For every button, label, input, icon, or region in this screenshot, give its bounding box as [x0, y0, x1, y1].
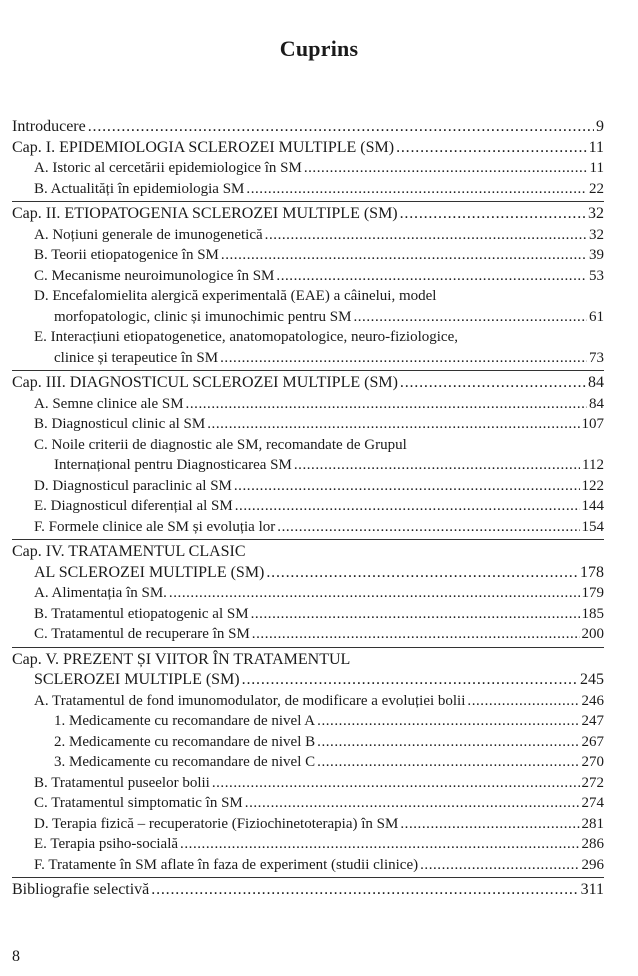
page-title: Cuprins [279, 36, 359, 61]
toc-entry[interactable] [12, 855, 604, 876]
toc-entry[interactable] [12, 517, 604, 538]
toc-page-number: 112 [582, 457, 604, 473]
toc-entry[interactable] [12, 496, 604, 517]
toc-entry[interactable] [12, 604, 604, 625]
page-number: 8 [12, 948, 20, 965]
toc-entry[interactable] [12, 834, 604, 855]
toc-chapter-label: Cap. II. ETIOPATOGENIA SCLEROZEI MULTIPLE (SM) [12, 205, 398, 222]
leader-dots [252, 624, 580, 645]
toc-chapter-label: Cap. IV. TRATAMENTUL CLASIC [12, 543, 246, 560]
toc-entry-label: A. Noțiuni generale de imunogenetică [34, 226, 263, 243]
leader-dots [420, 855, 579, 876]
toc-page-number: 11 [589, 160, 604, 176]
toc-page-number: 178 [580, 563, 604, 581]
divider [12, 647, 604, 648]
divider [12, 201, 604, 202]
toc-entry-label: B. Actualități în epidemiologia SM [34, 180, 245, 197]
toc-page-number: 281 [581, 815, 604, 832]
toc-entry-continuation[interactable] [12, 307, 604, 328]
toc-chapter-label: Cap. V. PREZENT ȘI VIITOR ÎN TRATAMENTUL [12, 650, 351, 668]
toc-page-number: 154 [581, 518, 604, 535]
toc-page-number: 270 [581, 754, 604, 770]
toc-entry-label: A. Semne clinice ale SM [34, 395, 184, 412]
toc-chapter-continuation[interactable] [12, 563, 604, 584]
toc-page-number: 84 [589, 395, 604, 412]
toc-entry-label: E. Interacțiuni etiopatogenetice, anatomopatologice, neuro-fiziologice, [34, 329, 458, 345]
toc-entry-label: Bibliografie selectivă [12, 881, 150, 898]
toc-entry-bibliography[interactable] [12, 880, 604, 901]
leader-dots [169, 583, 580, 604]
leader-dots [294, 455, 580, 476]
toc-chapter-1[interactable] [12, 138, 604, 159]
toc-entry-label: C. Tratamentul simptomatic în SM [34, 795, 243, 811]
leader-dots [317, 732, 579, 753]
toc-entry-label: 1. Medicamente cu recomandare de nivel A [54, 713, 316, 729]
divider [12, 539, 604, 540]
leader-dots [245, 793, 580, 814]
toc-page-number: 39 [589, 247, 604, 263]
divider [12, 370, 604, 371]
toc-entry-label: E. Diagnosticul diferențial al SM [34, 498, 233, 514]
toc-entry-label: D. Terapia fizică – recuperatorie (Fiziochinetoterapia) în SM [34, 815, 399, 832]
leader-dots [353, 307, 587, 328]
divider [12, 877, 604, 878]
toc-chapter-continuation[interactable] [12, 670, 604, 691]
toc-entry[interactable] [12, 814, 604, 835]
toc-entry[interactable] [12, 286, 604, 307]
toc-chapter-label: Cap. III. DIAGNOSTICUL SCLEROZEI MULTIPLE (SM) [12, 374, 398, 391]
toc-page-number: 286 [581, 836, 604, 852]
toc-entry[interactable] [12, 773, 604, 794]
leader-dots [317, 752, 579, 773]
leader-dots [276, 266, 587, 287]
toc-entry-label: C. Mecanisme neuroimunologice în SM [34, 267, 275, 284]
toc-entry[interactable] [12, 158, 604, 179]
toc-subentry[interactable] [12, 752, 604, 773]
toc-entry-label: D. Encefalomielita alergică experimentală (EAE) a câinelui, model [34, 288, 437, 304]
toc-entry[interactable] [12, 583, 604, 604]
toc-subentry[interactable] [12, 732, 604, 753]
toc-entry-label: clinice și terapeutice în SM [54, 349, 219, 366]
toc-entry[interactable] [12, 476, 604, 497]
toc-entry[interactable] [12, 327, 604, 348]
toc-page-number: 73 [589, 349, 604, 366]
leader-dots [221, 245, 587, 266]
leader-dots [251, 604, 580, 625]
leader-dots [235, 496, 580, 517]
toc-entry[interactable] [12, 691, 604, 712]
toc-entry[interactable] [12, 266, 604, 287]
leader-dots [207, 414, 579, 435]
leader-dots [265, 225, 587, 246]
toc-page-number: 9 [596, 118, 604, 135]
toc-entry-label: B. Teorii etiopatogenice în SM [34, 247, 219, 263]
toc-entry-label: F. Formele clinice ale SM și evoluția lor [34, 518, 276, 535]
leader-dots [151, 880, 578, 901]
toc-entry[interactable] [12, 624, 604, 645]
leader-dots [246, 179, 587, 200]
leader-dots [304, 158, 588, 179]
toc-chapter-4[interactable] [12, 542, 604, 563]
toc-page-number: 53 [589, 267, 604, 284]
toc-page-number: 122 [581, 477, 604, 494]
leader-dots [400, 814, 579, 835]
toc-entry[interactable] [12, 414, 604, 435]
toc-entry-label: Internațional pentru Diagnosticarea SM [54, 457, 292, 473]
toc-page-number: 311 [580, 881, 604, 898]
toc-entry-label: A. Alimentația în SM. [34, 585, 167, 601]
leader-dots [242, 670, 578, 691]
toc-entry-label: 2. Medicamente cu recomandare de nivel B [54, 733, 316, 750]
toc-entry[interactable] [12, 179, 604, 200]
toc-entry-label: E. Terapia psiho-socială [34, 836, 179, 852]
toc-chapter-2[interactable] [12, 204, 604, 225]
toc-chapter-label: SCLEROZEI MULTIPLE (SM) [34, 671, 240, 688]
leader-dots [234, 476, 580, 497]
table-of-contents [12, 117, 604, 901]
toc-page-number: 245 [580, 671, 604, 688]
toc-chapter-label: AL SCLEROZEI MULTIPLE (SM) [34, 563, 265, 581]
toc-entry-label: D. Diagnosticul paraclinic al SM [34, 477, 232, 494]
toc-page-number: 267 [581, 733, 604, 750]
toc-page-number: 144 [581, 498, 604, 514]
toc-page-number: 247 [581, 713, 604, 729]
toc-page-number: 274 [581, 795, 604, 811]
leader-dots [180, 834, 579, 855]
leader-dots [212, 773, 580, 794]
toc-entry[interactable] [12, 245, 604, 266]
toc-page-number: 32 [589, 226, 604, 243]
toc-page-number: 272 [581, 774, 604, 791]
toc-entry-continuation[interactable] [12, 455, 604, 476]
toc-page-number: 22 [589, 180, 604, 197]
toc-chapter-label: Cap. I. EPIDEMIOLOGIA SCLEROZEI MULTIPLE (SM) [12, 138, 395, 156]
toc-subentry[interactable] [12, 711, 604, 732]
toc-entry-label: A. Istoric al cercetării epidemiologice în SM [34, 160, 302, 176]
toc-entry-label: C. Tratamentul de recuperare în SM [34, 626, 250, 642]
toc-entry[interactable] [12, 394, 604, 415]
toc-entry-label: F. Tratamente în SM aflate în faza de experiment (studii clinice) [34, 856, 419, 873]
toc-entry-label: 3. Medicamente cu recomandare de nivel C [54, 754, 316, 770]
leader-dots [186, 394, 587, 415]
toc-entry-label: B. Diagnosticul clinic al SM [34, 416, 206, 432]
leader-dots [266, 563, 578, 584]
toc-entry[interactable] [12, 225, 604, 246]
leader-dots [400, 373, 586, 394]
toc-page-number: 107 [581, 416, 604, 432]
toc-page-number: 185 [581, 605, 604, 622]
toc-page-number: 200 [581, 626, 604, 642]
toc-entry-label: B. Tratamentul puseelor bolii [34, 774, 210, 791]
toc-entry-label: C. Noile criterii de diagnostic ale SM, recomandate de Grupul [34, 436, 407, 453]
leader-dots [396, 138, 587, 159]
toc-entry[interactable] [12, 435, 604, 456]
toc-page-number: 61 [589, 308, 604, 325]
toc-chapter-3[interactable] [12, 373, 604, 394]
leader-dots [88, 117, 594, 138]
toc-page-number: 32 [588, 205, 604, 222]
toc-entry-label: morfopatologic, clinic și imunochimic pentru SM [54, 308, 352, 325]
leader-dots [467, 691, 579, 712]
leader-dots [317, 711, 579, 732]
toc-entry-label: Introducere [12, 118, 86, 135]
toc-page-number: 179 [581, 585, 604, 601]
toc-entry-label: A. Tratamentul de fond imunomodulator, de modificare a evoluției bolii [34, 692, 466, 709]
leader-dots [400, 204, 586, 225]
toc-page-number: 11 [588, 138, 604, 156]
toc-entry-intro[interactable] [12, 117, 604, 138]
toc-chapter-5[interactable] [12, 650, 604, 671]
toc-entry-label: B. Tratamentul etiopatogenic al SM [34, 605, 249, 622]
toc-page-number: 84 [588, 374, 604, 391]
leader-dots [277, 517, 579, 538]
toc-entry-continuation[interactable] [12, 348, 604, 369]
leader-dots [220, 348, 587, 369]
toc-page-number: 246 [581, 692, 604, 709]
toc-entry[interactable] [12, 793, 604, 814]
toc-page-number: 296 [581, 856, 604, 873]
